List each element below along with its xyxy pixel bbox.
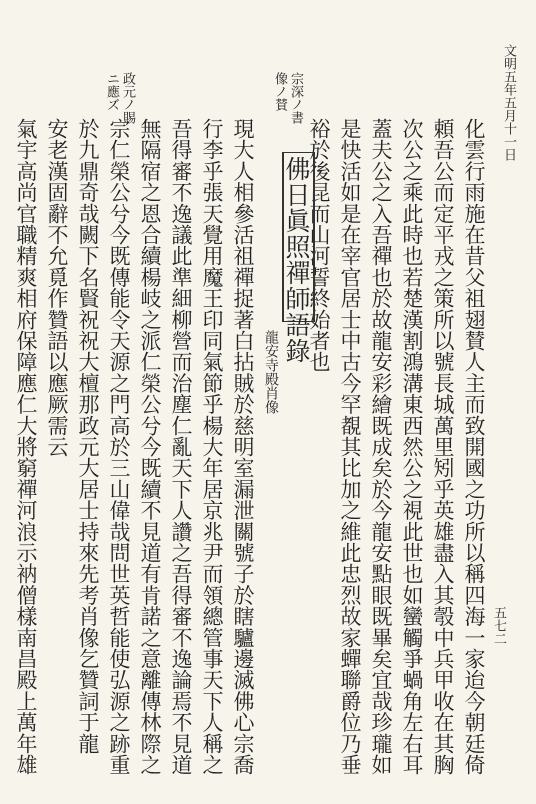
text-line-2: 頼吾公而定平戎之策所以號長城萬里矧乎英雄盡入其彀中兵甲收在其胸	[431, 118, 455, 776]
page-number: 五七二	[491, 606, 506, 645]
section-subtitle: 龍安寺殿肖像	[263, 330, 279, 414]
heading-note-right-2: 像ノ賛	[272, 72, 287, 111]
running-head: 文明五年五月十一日	[501, 44, 516, 161]
text-line-1: 化雲行雨施在昔父祖翅賛人主而致開國之功所以稱四海一家迨今朝廷倚	[462, 118, 486, 776]
text-line-7: 現大人相參活祖禪捉著白拈賊於慈明室漏泄關號子於瞎驢邊滅佛心宗喬	[231, 118, 255, 776]
text-line-8: 行李乎張天覺用魔王印同氣節乎楊大年居京兆尹而領總管事天下人稱之	[200, 118, 224, 776]
text-line-14: 氣宇高尚官職精爽相府保障應仁大將窮禪河浪示衲僧樣南昌殿上萬年雄	[14, 118, 38, 776]
section-title: 佛日眞照禪師語錄	[282, 156, 311, 364]
text-line-4: 蓋夫公之入吾禪也於故龍安彩繪既成矣於今龍安點眼既畢矣宜哉珍瓏如	[369, 118, 393, 776]
heading-note-left-1: 政元ノ賜	[120, 72, 135, 124]
text-line-13: 安老漢固辭不允覓作贊語以應厥需云	[45, 118, 69, 458]
heading-note-right-1: 宗深ノ書	[288, 72, 303, 124]
text-line-11: 宗仁榮公兮今既傳能令天源之門高於三山偉哉問世英哲能使弘源之跡重	[107, 118, 131, 776]
text-line-5: 是快活如是在宰官居士中古今罕覩其比加之維此忠烈故家蟬聯爵位乃垂	[338, 118, 362, 776]
text-line-12: 於九鼎奇哉闕下名賢祝祝大檀那政元大居士持來先考肖像乞贊詞于龍	[76, 118, 100, 754]
text-line-9: 吾得審不逸議此準細柳營而治塵仁亂天下人讚之吾得審不逸論焉不見道	[169, 118, 193, 776]
text-line-6: 裕於後昆而山河誓終始者也	[307, 118, 331, 373]
heading-note-left-2: ニ應ズ	[104, 72, 119, 111]
text-line-3: 次公之乘此時也若楚漢割鴻溝東西然公之視此世也如蠻觸爭蝸角左右耳	[400, 118, 424, 776]
text-line-10: 無隔宿之恩合續楊岐之派仁榮公兮今既續不見道有肯諾之意離傳林際之	[138, 118, 162, 776]
